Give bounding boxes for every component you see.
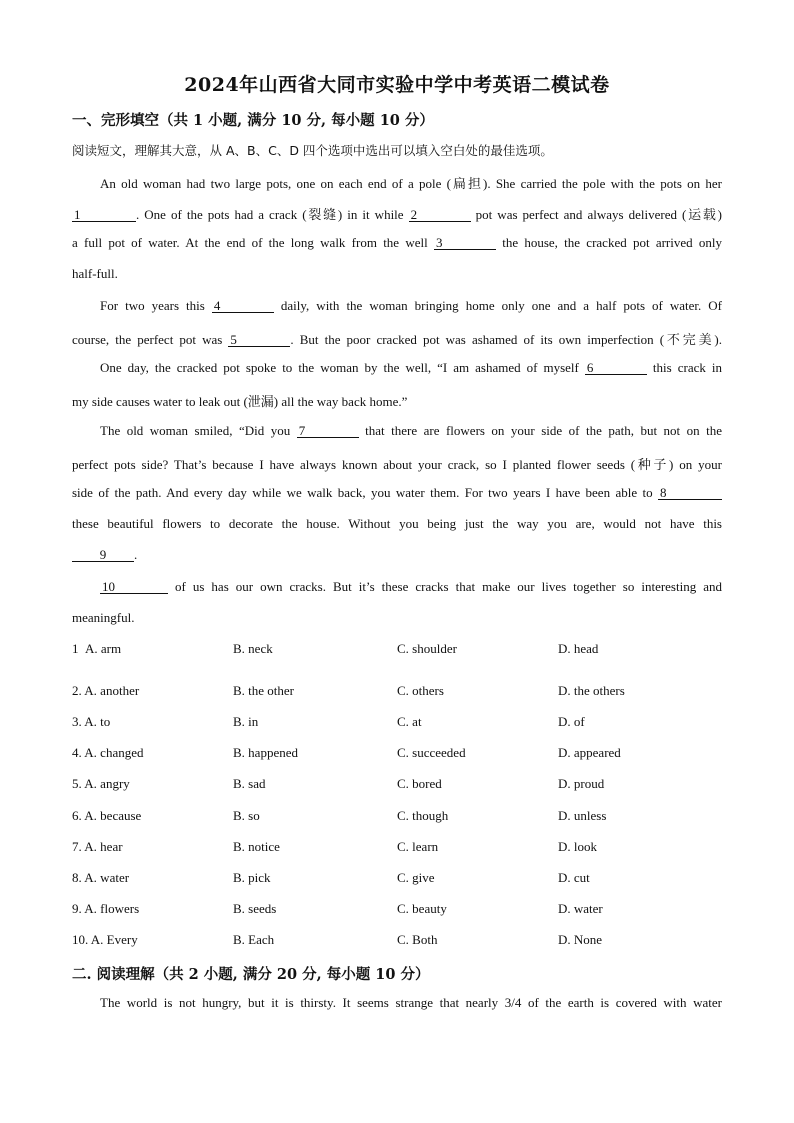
option-a[interactable]: A. Every bbox=[90, 932, 138, 947]
option-d[interactable]: D. cut bbox=[558, 870, 590, 885]
option-c[interactable]: C. give bbox=[397, 870, 435, 885]
question-number: 6. A. because bbox=[72, 808, 142, 823]
passage-line: side of the path. And every day while we walk back, you water them. For two years I have been able to 8 bbox=[72, 485, 722, 501]
section1-heading: 一、完形填空（共 1 小题, 满分 10 分, 每小题 10 分） bbox=[72, 112, 434, 129]
passage-line: meaningful. bbox=[72, 610, 135, 625]
blank-2[interactable]: 2 bbox=[409, 208, 471, 222]
passage-line: a full pot of water. At the end of the long walk from the well 3 the house, the cracked pot arrived only bbox=[72, 235, 722, 250]
blank-5[interactable]: 5 bbox=[228, 333, 290, 347]
option-b[interactable]: B. so bbox=[233, 808, 260, 823]
option-c[interactable]: C. Both bbox=[397, 932, 438, 947]
option-c[interactable]: C. learn bbox=[397, 839, 439, 854]
option-c[interactable]: C. others bbox=[397, 683, 444, 698]
option-d[interactable]: D. of bbox=[558, 714, 585, 729]
section2-heading: 二. 阅读理解（共 2 小题, 满分 20 分, 每小题 10 分） bbox=[72, 966, 430, 983]
question-number: 10. A. Every bbox=[72, 932, 138, 947]
question-number: 7. A. hear bbox=[72, 839, 123, 854]
option-c[interactable]: C. at bbox=[397, 714, 422, 729]
option-b[interactable]: B. seeds bbox=[233, 901, 277, 916]
option-c[interactable]: C. bored bbox=[397, 776, 442, 791]
option-b[interactable]: B. Each bbox=[233, 932, 275, 947]
passage-line: 10 of us has our own cracks. But it’s these cracks that make our lives together so interesting and bbox=[102, 579, 723, 594]
passage-line: 9 . bbox=[72, 547, 722, 563]
question-number: 8. A. water bbox=[72, 870, 130, 885]
passage-line: The world is not hungry, but it is thirsty. It seems strange that nearly 3/4 of the earth is covered with water bbox=[100, 995, 722, 1010]
blank-4[interactable]: 4 bbox=[212, 299, 274, 313]
blank-3[interactable]: 3 bbox=[434, 236, 496, 250]
option-a[interactable]: A. because bbox=[84, 808, 142, 823]
option-b[interactable]: B. the other bbox=[233, 683, 295, 698]
option-d[interactable]: D. unless bbox=[558, 808, 607, 823]
option-c[interactable]: C. though bbox=[397, 808, 449, 823]
option-c[interactable]: C. beauty bbox=[397, 901, 447, 916]
question-number: 1 A. arm bbox=[72, 641, 122, 656]
option-b[interactable]: B. pick bbox=[233, 870, 271, 885]
option-a[interactable]: A. to bbox=[84, 714, 111, 729]
option-b[interactable]: B. in bbox=[233, 714, 259, 729]
option-d[interactable]: D. the others bbox=[558, 683, 625, 698]
option-d[interactable]: D. appeared bbox=[558, 745, 621, 760]
option-c[interactable]: C. succeeded bbox=[397, 745, 466, 760]
blank-10[interactable]: 10 bbox=[100, 580, 168, 594]
passage-line: my side causes water to leak out (泄漏) all the way back home.” bbox=[72, 394, 408, 409]
option-a[interactable]: A. hear bbox=[84, 839, 123, 854]
blank-8[interactable]: 8 bbox=[658, 486, 722, 500]
option-d[interactable]: D. water bbox=[558, 901, 603, 916]
blank-9[interactable]: 9 bbox=[72, 548, 134, 562]
option-a[interactable]: A. water bbox=[84, 870, 130, 885]
passage-line: course, the perfect pot was 5 . But the poor cracked pot was ashamed of its own imperfection (不完美). bbox=[72, 332, 722, 347]
passage-line: The old woman smiled, “Did you 7 that there are flowers on your side of the path, but not on the bbox=[100, 423, 722, 438]
passage-line: perfect pots side? That’s because I have always known about your crack, so I planted flower seeds (种子) on your bbox=[72, 457, 722, 472]
passage-line: half-full. bbox=[72, 266, 118, 281]
exam-title: 2024年山西省大同市实验中学中考英语二模试卷 bbox=[184, 74, 610, 96]
option-a[interactable]: A. flowers bbox=[84, 901, 140, 916]
question-number: 9. A. flowers bbox=[72, 901, 140, 916]
passage-line: these beautiful flowers to decorate the house. Without you being just the way you are, would not have this bbox=[72, 516, 722, 531]
blank-7[interactable]: 7 bbox=[297, 424, 359, 438]
option-b[interactable]: B. happened bbox=[233, 745, 298, 760]
option-a[interactable]: A. arm bbox=[85, 641, 122, 656]
option-c[interactable]: C. shoulder bbox=[397, 641, 457, 656]
option-d[interactable]: D. None bbox=[558, 932, 603, 947]
passage-line: An old woman had two large pots, one on each end of a pole (扁担). She carried the pole with the pots on her bbox=[100, 176, 722, 191]
option-d[interactable]: D. head bbox=[558, 641, 599, 656]
question-number: 4. A. changed bbox=[72, 745, 144, 760]
option-b[interactable]: B. sad bbox=[233, 776, 266, 791]
question-number: 5. A. angry bbox=[72, 776, 130, 791]
option-b[interactable]: B. neck bbox=[233, 641, 273, 656]
question-number: 3. A. to bbox=[72, 714, 111, 729]
option-a[interactable]: A. angry bbox=[84, 776, 130, 791]
option-a[interactable]: A. another bbox=[84, 683, 140, 698]
passage-line: 1 . One of the pots had a crack (裂缝) in it while 2 pot was perfect and always delivered (运载) bbox=[74, 207, 723, 222]
blank-6[interactable]: 6 bbox=[585, 361, 647, 375]
option-a[interactable]: A. changed bbox=[84, 745, 144, 760]
passage-line: One day, the cracked pot spoke to the woman by the well, “I am ashamed of myself 6 this crack in bbox=[100, 360, 722, 375]
section1-instruction: 阅读短文，理解其大意，从 A、B、C、D 四个选项中选出可以填入空白处的最佳选项。 bbox=[72, 143, 553, 158]
blank-1[interactable]: 1 bbox=[72, 208, 136, 222]
passage-line: For two years this 4 daily, with the woman bringing home only one and a half pots of water. Of bbox=[100, 298, 723, 313]
question-number: 2. A. another bbox=[72, 683, 140, 698]
option-d[interactable]: D. proud bbox=[558, 776, 605, 791]
option-d[interactable]: D. look bbox=[558, 839, 597, 854]
option-b[interactable]: B. notice bbox=[233, 839, 280, 854]
